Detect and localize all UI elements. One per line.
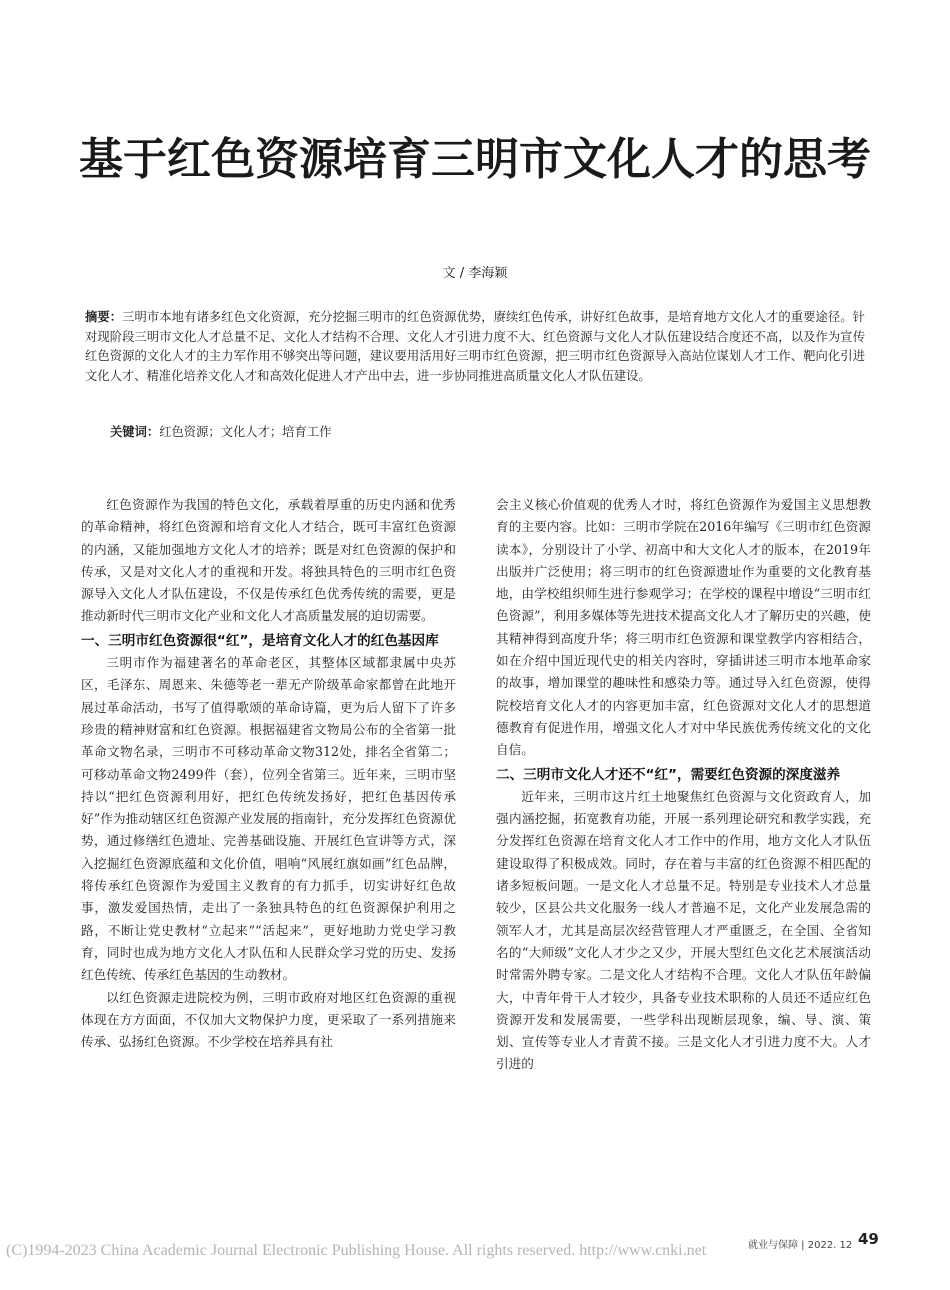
paragraph-section1: 三明市作为福建著名的革命老区，其整体区域都隶属中央苏区，毛泽东、周恩来、朱德等老一辈无产阶级革命家都曾在此地开展过革命活动，书写了值得歌颂的革命诗篇，更为后人留下了许多珍贵的精神财富和红色资源。根据福建省文物局公布的全省第一批革命文物名录，三明市不可移动革命文物312处，排名全省第二；可移动革命文物2499件（套），位列全省第三。近年来，三明市坚持以“把红色资源利用好，把红色传统发扬好，把红色基因传承好”作为推动辖区红色资源产业发展的指南针，充分发挥红色资源优势，通过修缮红色遗址、完善基础设施、开展红色宣讲等方式，深入挖掘红色资源底蕴和文化价值，唱响“风展红旗如画”红色品牌，将传承红色资源作为爱国主义教育的有力抓手，切实讲好红色故事，激发爱国热情，走出了一条独具特色的红色资源保护利用之路，不断让党史教材“立起来”“活起来”，更好地助力党史学习教育，同时也成为地方文化人才队伍和人民群众学习党的历史、发扬红色传统、传承红色基因的生动教材。: [81, 655, 456, 983]
page-number: 49: [858, 1230, 879, 1248]
paragraph-section2: 近年来，三明市这片红土地聚焦红色资源与文化资政育人，加强内涵挖掘，拓宽教育功能，开展一系列理论研究和教学实践，充分发挥红色资源在培育文化人才工作中的作用，地方文化人才队伍建设取得了积极成效。同时，存在着与丰富的红色资源不相匹配的诸多短板问题。一是文化人才总量不足。特别是专业技术人才总量较少，区县公共文化服务一线人才普遍不足，文化产业发展急需的领军人才，尤其是高层次经营管理人才严重匮乏，在全国、全省知名的“大师级”文化人才少之又少，开展大型红色文化艺术展演活动时常需外聘专家。二是文化人才结构不合理。文化人才队伍年龄偏大，中青年骨干人才较少，具备专业技术职称的人员还不适应红色资源开发和发展需要，一些学科出现断层现象，编、导、演、策划、宣传等专业人才青黄不接。三是文化人才引进力度不大。人才引进的: [496, 788, 871, 1072]
right-column: [496, 494, 871, 1076]
paragraph-schools-continued: 会主义核心价值观的优秀人才时，将红色资源作为爱国主义思想教育的主要内容。比如：三明市学院在2016年编写《三明市红色资源读本》，分别设计了小学、初高中和大文化人才的版本，在2019年出版并广泛使用；将三明市的红色资源遗址作为重要的文化教育基地，由学校组织师生进行参观学习；在学校的课程中增设“三明市红色资源”，利用多媒体等先进技术提高文化人才了解历史的兴趣，使其精神得到高度升华；将三明市红色资源和课堂教学内容相结合，如在介绍中国近现代史的相关内容时，穿插讲述三明市本地革命家的故事，增加课堂的趣味性和感染力等。通过导入红色资源，使得院校培育文化人才的内容更加丰富，红色资源对文化人才的思想道德教育有促进作用，增强文化人才对中华民族优秀传统文化的文化自信。: [496, 497, 871, 758]
abstract-label: 摘要：: [85, 310, 123, 324]
section-heading-1: 一、三明市红色资源很“红”，是培育文化人才的红色基因库: [81, 632, 439, 649]
abstract: [85, 308, 865, 386]
copyright-watermark: (C)1994-2023 China Academic Journal Electronic Publishing House. All rights reserved. http://www.cnki.net: [6, 1242, 707, 1259]
journal-name: 就业与保障 | 2022. 12: [748, 1240, 853, 1251]
keywords-label: 关键词：: [110, 425, 160, 439]
left-column: [81, 494, 456, 1053]
author-byline: 文 / 李海颖: [442, 266, 508, 281]
paragraph-intro: 红色资源作为我国的特色文化，承载着厚重的历史内涵和优秀的革命精神，将红色资源和培育文化人才结合，既可丰富红色资源的内涵，又能加强地方文化人才的培养；既是对红色资源的保护和传承，又是对文化人才的重视和开发。将独具特色的三明市红色资源导入文化人才队伍建设，不仅是传承红色优秀传统的需要，更是推动新时代三明市文化产业和文化人才高质量发展的迫切需要。: [81, 497, 456, 624]
paragraph-schools: 以红色资源走进院校为例，三明市政府对地区红色资源的重视体现在方方面面，不仅加大文物保护力度，更采取了一系列措施来传承、弘扬红色资源。不少学校在培养具有社: [81, 989, 456, 1050]
keywords: [110, 423, 870, 443]
section-heading-2: 二、三明市文化人才还不“红”，需要红色资源的深度滋养: [496, 766, 841, 783]
keywords-text: 红色资源；文化人才；培育工作: [159, 425, 332, 439]
abstract-text: 三明市本地有诸多红色文化资源，充分挖掘三明市的红色资源优势，赓续红色传承，讲好红色故事，是培育地方文化人才的重要途径。针对现阶段三明市文化人才总量不足、文化人才结构不合理、文化人才引进力度不大、红色资源与文化人才队伍建设结合度还不高，以及作为宣传红色资源的文化人才的主力军作用不够突出等问题，建议要用活用好三明市红色资源，把三明市红色资源导入高站位谋划人才工作、靶向化引进文化人才、精准化培养文化人才和高效化促进人才产出中去，进一步协同推进高质量文化人才队伍建设。: [85, 310, 865, 383]
article-title: 基于红色资源培育三明市文化人才的思考: [79, 134, 871, 185]
